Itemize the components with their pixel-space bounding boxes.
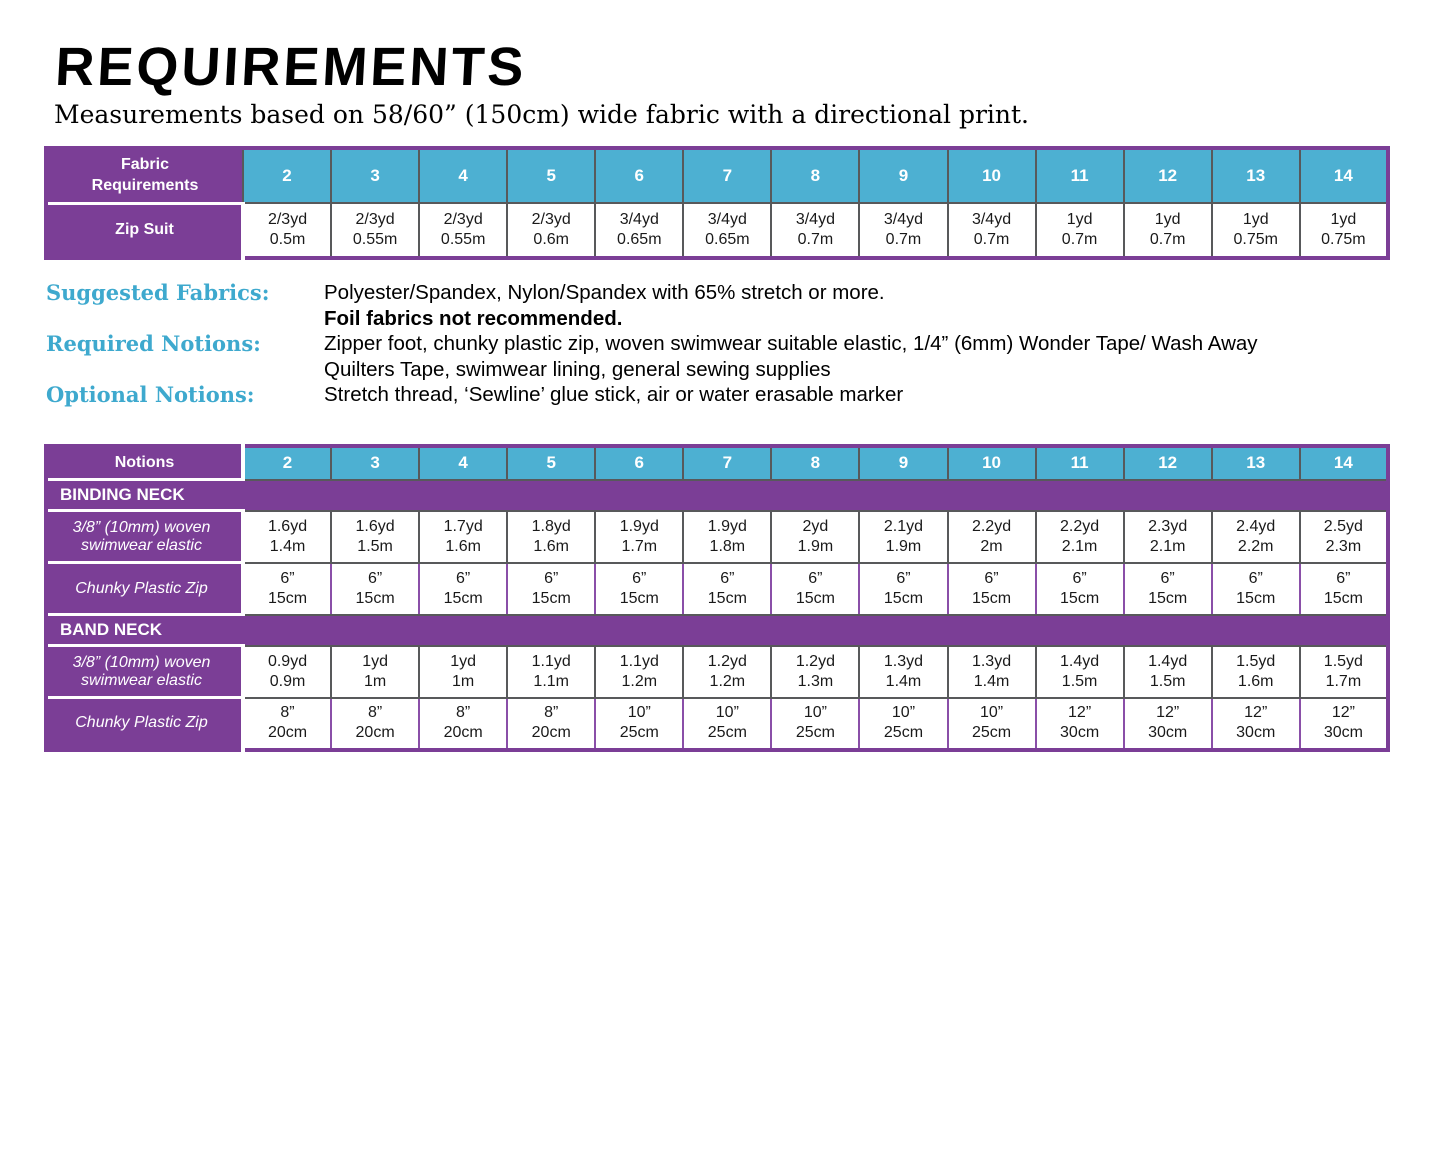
value-cell xyxy=(1300,646,1388,698)
value-cell xyxy=(948,203,1036,258)
size-header-cell: 9 xyxy=(859,148,947,203)
text-line: Notions xyxy=(114,453,175,471)
text-line: 20cm xyxy=(531,724,571,741)
value-cell xyxy=(507,203,595,258)
table-row xyxy=(46,511,1388,563)
value-cell xyxy=(683,563,771,615)
text-line: 0.55m xyxy=(440,231,486,248)
text-line: 30cm xyxy=(1148,724,1188,741)
text-line: 15cm xyxy=(443,589,483,607)
size-header-cell: 13 xyxy=(1212,148,1300,203)
value-cell xyxy=(859,203,947,258)
size-header-row xyxy=(46,446,1388,480)
value-cell xyxy=(507,563,595,615)
corner-label-cell xyxy=(46,148,243,203)
text-line: 12” xyxy=(1068,704,1092,721)
text-line: 0.5m xyxy=(269,231,306,248)
note-line: Stretch thread, ‘Sewline’ glue stick, air or water erasable marker xyxy=(324,383,904,406)
text-line: 2.1yd xyxy=(883,517,924,535)
size-header-cell: 11 xyxy=(1036,148,1124,203)
size-header-cell: 14 xyxy=(1300,148,1388,203)
text-line: 2/3yd xyxy=(267,211,308,228)
size-header-cell: 4 xyxy=(419,446,507,480)
text-line: 25cm xyxy=(971,724,1012,741)
value-cell xyxy=(1124,563,1212,615)
text-line: 1.5m xyxy=(1149,672,1186,690)
text-line: 1.9m xyxy=(797,537,834,555)
text-line: 3/4yd xyxy=(971,211,1012,228)
text-line: 30cm xyxy=(1060,724,1100,741)
value-cell xyxy=(243,563,331,615)
text-line: 1.9yd xyxy=(619,517,659,535)
text-line: 2.2m xyxy=(1237,537,1274,555)
value-cell xyxy=(1036,698,1124,750)
value-cell xyxy=(1212,646,1300,698)
text-line: 10” xyxy=(979,704,1004,721)
section-header-cell: BAND NECK xyxy=(46,615,1388,646)
text-line: 1.6m xyxy=(533,537,569,555)
table-row xyxy=(46,646,1388,698)
fabric-requirements-table xyxy=(44,146,1390,260)
text-line: 6” xyxy=(1248,569,1263,587)
text-line: 1.5m xyxy=(357,537,393,555)
text-line: 6” xyxy=(896,569,911,587)
text-line: 1.7yd xyxy=(443,517,483,535)
text-line: 1.5yd xyxy=(1236,652,1276,670)
note-line: Zipper foot, chunky plastic zip, woven swimwear suitable elastic, 1/4” (6mm) Wonder Tape/ Wash Away xyxy=(324,332,1258,355)
value-cell xyxy=(1212,698,1300,750)
text-line: 6” xyxy=(808,569,823,587)
text-line: 12” xyxy=(1156,704,1180,721)
text-line: 15cm xyxy=(619,589,659,607)
text-line: 15cm xyxy=(267,589,308,607)
text-line: 1.1yd xyxy=(531,652,571,670)
text-line: 1yd xyxy=(1242,211,1269,228)
size-header-cell: 3 xyxy=(331,446,419,480)
text-line: 1yd xyxy=(1154,211,1181,228)
value-cell xyxy=(1036,203,1124,258)
text-line: 1.8m xyxy=(709,537,746,555)
text-line: 6” xyxy=(1160,569,1175,587)
value-cell xyxy=(595,563,683,615)
size-header-cell: 8 xyxy=(771,446,859,480)
text-line: 2.3yd xyxy=(1148,517,1188,535)
text-line: 2/3yd xyxy=(531,211,571,228)
value-cell xyxy=(595,698,683,750)
value-cell xyxy=(948,698,1036,750)
size-header-cell: 12 xyxy=(1124,446,1212,480)
text-line: 0.7m xyxy=(885,231,922,248)
text-line: 0.65m xyxy=(705,231,750,248)
value-cell xyxy=(859,646,947,698)
text-line: 1.2yd xyxy=(707,652,747,670)
text-line: 15cm xyxy=(1060,589,1100,607)
value-cell xyxy=(243,698,331,750)
size-header-cell: 5 xyxy=(507,446,595,480)
text-line: 1.5yd xyxy=(1323,652,1363,670)
text-line: 0.75m xyxy=(1321,231,1366,248)
size-header-cell: 4 xyxy=(419,148,507,203)
value-cell xyxy=(771,563,859,615)
value-cell xyxy=(1036,511,1124,563)
size-header-cell: 9 xyxy=(859,446,947,480)
notions-table xyxy=(44,444,1390,752)
text-line: 8” xyxy=(456,704,471,721)
text-line: 2.1m xyxy=(1149,537,1186,555)
text-line: 30cm xyxy=(1323,724,1363,741)
value-cell xyxy=(507,511,595,563)
text-line: 1.3yd xyxy=(971,652,1012,670)
text-line: 1.2m xyxy=(621,672,658,690)
value-cell xyxy=(771,698,859,750)
text-line: 1.5m xyxy=(1061,672,1098,690)
text-line: 2yd xyxy=(802,517,829,535)
text-line: 6” xyxy=(367,569,383,587)
value-cell xyxy=(243,646,331,698)
row-label-cell: 3/8” (10mm) woven swimwear elastic xyxy=(46,646,243,698)
value-cell xyxy=(1300,698,1388,750)
value-cell xyxy=(331,511,419,563)
text-line: 8” xyxy=(367,704,383,721)
text-line: 1yd xyxy=(1330,211,1357,228)
note-label: Suggested Fabrics: xyxy=(46,280,270,305)
text-line: Fabric xyxy=(120,156,169,174)
note-row-optional-notions xyxy=(46,382,1401,408)
size-header-cell: 5 xyxy=(507,148,595,203)
value-cell xyxy=(243,203,331,258)
text-line: 1yd xyxy=(1066,211,1093,228)
size-header-cell: 14 xyxy=(1300,446,1388,480)
value-cell xyxy=(1124,203,1212,258)
value-cell xyxy=(419,646,507,698)
value-cell xyxy=(948,563,1036,615)
text-line: 2m xyxy=(980,537,1003,555)
text-line: 2.5yd xyxy=(1323,517,1363,535)
text-line: 1.4yd xyxy=(1148,652,1188,670)
text-line: 6” xyxy=(720,569,735,587)
text-line: 15cm xyxy=(1148,589,1188,607)
text-line: 1.6m xyxy=(445,537,481,555)
section-header-row xyxy=(46,615,1388,646)
row-label-cell: 3/8” (10mm) woven swimwear elastic xyxy=(46,511,243,563)
value-cell xyxy=(419,698,507,750)
text-line: 15cm xyxy=(795,589,835,607)
text-line: 1.4yd xyxy=(1060,652,1100,670)
value-cell xyxy=(1212,563,1300,615)
text-line: 1.7m xyxy=(621,537,658,555)
text-line: 12” xyxy=(1331,704,1355,721)
text-line: 0.9yd xyxy=(267,652,308,670)
notes-block xyxy=(46,280,1401,408)
text-line: 6” xyxy=(544,569,559,587)
size-header-cell: 2 xyxy=(243,148,331,203)
text-line: 2/3yd xyxy=(355,211,395,228)
value-cell xyxy=(1036,563,1124,615)
value-cell xyxy=(771,511,859,563)
text-line: 6” xyxy=(984,569,999,587)
value-cell xyxy=(595,646,683,698)
section-header-row xyxy=(46,480,1388,511)
value-cell xyxy=(1124,698,1212,750)
text-line: 15cm xyxy=(971,589,1012,607)
text-line: 1.2m xyxy=(709,672,746,690)
text-line: 6” xyxy=(280,569,295,587)
size-header-cell: 2 xyxy=(243,446,331,480)
value-cell xyxy=(331,646,419,698)
text-line: 1.4m xyxy=(269,537,306,555)
size-header-cell: 10 xyxy=(948,148,1036,203)
size-header-cell: 10 xyxy=(948,446,1036,480)
text-line: 1.9yd xyxy=(707,517,747,535)
size-header-cell: 8 xyxy=(771,148,859,203)
text-line: 1.3m xyxy=(797,672,834,690)
text-line: 25cm xyxy=(883,724,924,741)
text-line: 1.2yd xyxy=(795,652,835,670)
text-line: 0.7m xyxy=(797,231,834,248)
size-header-cell: 6 xyxy=(595,148,683,203)
value-cell xyxy=(507,646,595,698)
text-line: 2.2yd xyxy=(1060,517,1100,535)
value-cell xyxy=(1300,203,1388,258)
text-line: 15cm xyxy=(1323,589,1363,607)
text-line: 1m xyxy=(452,672,475,690)
text-line: 1.9m xyxy=(885,537,922,555)
size-header-cell: 7 xyxy=(683,446,771,480)
text-line: 0.65m xyxy=(617,231,662,248)
value-cell xyxy=(419,511,507,563)
text-line: 8” xyxy=(280,704,295,721)
value-cell xyxy=(507,698,595,750)
text-line: 0.7m xyxy=(973,231,1010,248)
table-row xyxy=(46,203,1388,258)
text-line: 20cm xyxy=(443,724,483,741)
text-line: 3/4yd xyxy=(883,211,924,228)
text-line: 1.8yd xyxy=(531,517,571,535)
text-line: 0.9m xyxy=(269,672,306,690)
value-cell xyxy=(331,203,419,258)
value-cell xyxy=(771,646,859,698)
note-line: Polyester/Spandex, Nylon/Spandex with 65% stretch or more. xyxy=(324,281,885,304)
text-line: 6” xyxy=(456,569,471,587)
text-line: 12” xyxy=(1244,704,1268,721)
value-cell xyxy=(595,203,683,258)
corner-label-cell xyxy=(46,446,243,480)
text-line: 25cm xyxy=(619,724,659,741)
value-cell xyxy=(683,646,771,698)
value-cell xyxy=(771,203,859,258)
value-cell xyxy=(1212,203,1300,258)
text-line: 15cm xyxy=(355,589,395,607)
text-line: 20cm xyxy=(267,724,308,741)
value-cell xyxy=(683,203,771,258)
text-line: 15cm xyxy=(531,589,571,607)
text-line: 1.1m xyxy=(533,672,569,690)
size-header-cell: 12 xyxy=(1124,148,1212,203)
text-line: 2.2yd xyxy=(971,517,1012,535)
text-line: 10” xyxy=(803,704,827,721)
text-line: 25cm xyxy=(707,724,747,741)
text-line: 15cm xyxy=(1236,589,1276,607)
value-cell xyxy=(243,511,331,563)
text-line: 2.1m xyxy=(1061,537,1098,555)
value-cell xyxy=(859,698,947,750)
text-line: 1.4m xyxy=(973,672,1010,690)
size-header-row xyxy=(46,148,1388,203)
section-header-cell: BINDING NECK xyxy=(46,480,1388,511)
text-line: 15cm xyxy=(707,589,747,607)
row-label-cell: Chunky Plastic Zip xyxy=(46,698,243,750)
text-line: 2.4yd xyxy=(1236,517,1276,535)
text-line: 0.6m xyxy=(533,231,569,248)
text-line: 10” xyxy=(891,704,916,721)
row-label-cell: Zip Suit xyxy=(46,203,243,258)
text-line: 15cm xyxy=(883,589,924,607)
text-line: 3/4yd xyxy=(619,211,659,228)
text-line: 0.55m xyxy=(352,231,398,248)
text-line: 1yd xyxy=(362,652,388,670)
value-cell xyxy=(683,698,771,750)
text-line: 1.7m xyxy=(1325,672,1362,690)
value-cell xyxy=(1036,646,1124,698)
note-label: Optional Notions: xyxy=(46,382,255,407)
text-line: 30cm xyxy=(1236,724,1276,741)
value-cell xyxy=(419,203,507,258)
table-row xyxy=(46,698,1388,750)
size-header-cell: 6 xyxy=(595,446,683,480)
text-line: 1.6yd xyxy=(355,517,395,535)
value-cell xyxy=(331,698,419,750)
value-cell xyxy=(683,511,771,563)
text-line: 1.6m xyxy=(1237,672,1274,690)
row-label-cell: Chunky Plastic Zip xyxy=(46,563,243,615)
text-line: 0.7m xyxy=(1061,231,1098,248)
text-line: 20cm xyxy=(355,724,395,741)
text-line: 0.7m xyxy=(1149,231,1186,248)
text-line: 8” xyxy=(544,704,559,721)
text-line: 10” xyxy=(627,704,651,721)
value-cell xyxy=(1124,511,1212,563)
text-line: 3/4yd xyxy=(795,211,835,228)
text-line: 1.3yd xyxy=(883,652,924,670)
size-header-cell: 7 xyxy=(683,148,771,203)
value-cell xyxy=(1300,511,1388,563)
value-cell xyxy=(595,511,683,563)
size-header-cell: 11 xyxy=(1036,446,1124,480)
table-row xyxy=(46,563,1388,615)
note-row-required-notions xyxy=(46,331,1401,382)
text-line: 10” xyxy=(715,704,739,721)
text-line: 2/3yd xyxy=(443,211,483,228)
value-cell xyxy=(948,646,1036,698)
value-cell xyxy=(1300,563,1388,615)
text-line: 1yd xyxy=(450,652,477,670)
text-line: 3/4yd xyxy=(707,211,747,228)
page-title: REQUIREMENTS xyxy=(53,37,529,97)
value-cell xyxy=(859,563,947,615)
text-line: 2.3m xyxy=(1325,537,1362,555)
page-subtitle: Measurements based on 58/60” (150cm) wide fabric with a directional print. xyxy=(54,100,1029,129)
value-cell xyxy=(1212,511,1300,563)
size-header-cell: 3 xyxy=(331,148,419,203)
value-cell xyxy=(419,563,507,615)
value-cell xyxy=(331,563,419,615)
value-cell xyxy=(948,511,1036,563)
text-line: 1m xyxy=(363,672,387,690)
text-line: 1.1yd xyxy=(619,652,659,670)
text-line: 6” xyxy=(1336,569,1351,587)
note-row-suggested-fabrics xyxy=(46,280,1401,331)
value-cell xyxy=(859,511,947,563)
size-header-cell: 13 xyxy=(1212,446,1300,480)
note-label: Required Notions: xyxy=(46,331,261,356)
note-line: Foil fabrics not recommended. xyxy=(324,306,623,330)
text-line: 1.4m xyxy=(885,672,922,690)
text-line: 6” xyxy=(1072,569,1087,587)
note-line: Quilters Tape, swimwear lining, general sewing supplies xyxy=(324,357,831,381)
text-line: Requirements xyxy=(91,176,199,194)
text-line: 0.75m xyxy=(1233,231,1278,248)
text-line: 25cm xyxy=(795,724,835,741)
value-cell xyxy=(1124,646,1212,698)
text-line: 1.6yd xyxy=(267,517,308,535)
text-line: 6” xyxy=(632,569,647,587)
